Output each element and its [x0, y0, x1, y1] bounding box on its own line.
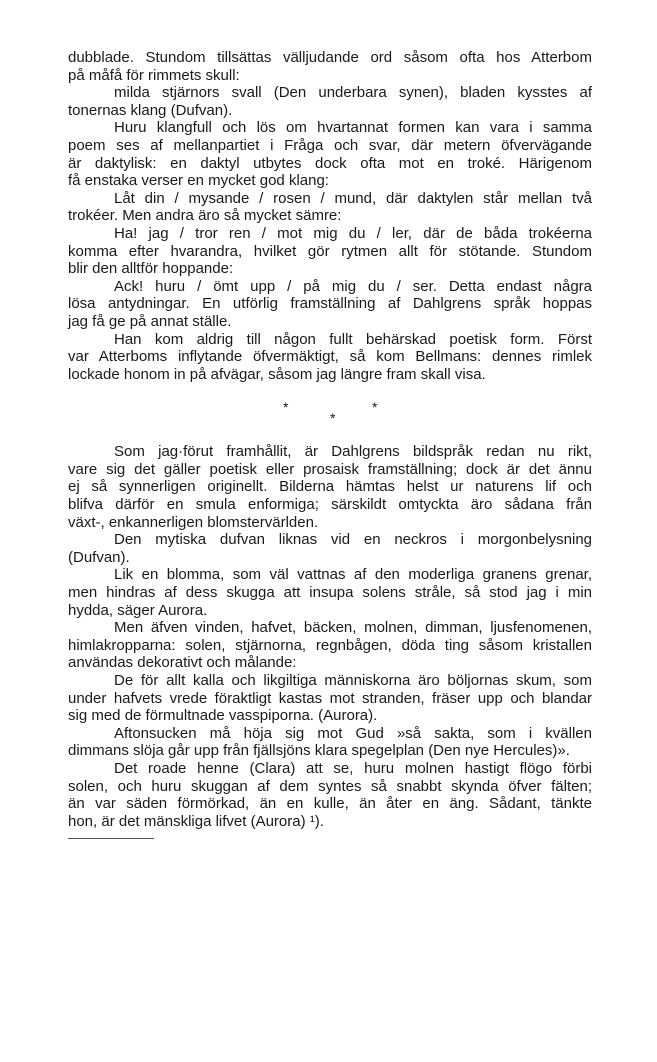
text-line: Aftonsucken må höja sig mot Gud »så sakta, som i kvällen [114, 724, 592, 742]
text-line: Låt din / mysande / rosen / mund, där daktylen står mellan två [114, 189, 592, 207]
text-line: än var säden förmörkad, än en kulle, än åter en äng. Sådant, tänkte [68, 795, 592, 813]
text-section-2 [68, 443, 592, 830]
text-line: jag få ge på annat ställe. [68, 312, 232, 330]
text-line: trokéer. Men andra äro så mycket sämre: [68, 207, 342, 225]
text-line: få enstaka verser en mycket god klang: [68, 172, 329, 190]
text-line: himlakropparna: solen, stjärnorna, regnbågen, döda ting såsom kristallen [68, 636, 592, 654]
text-line: Ack! huru / ömt upp / på mig du / ser. Detta endast några [114, 277, 592, 295]
text-line: solen, och huru skuggan af dem syntes så snabbt skynda öfver fälten; [68, 777, 592, 795]
text-line: var Atterboms inflytande öfvermäktigt, så kom Bellmans: dennes rimlek [68, 348, 592, 366]
text-line: men hindras af dess skugga att insupa solens stråle, så stod jag i min [68, 584, 592, 602]
text-line: på måfå för rimmets skull: [68, 66, 240, 84]
text-line: blifva därför en smula enformiga; särskildt omtyckta äro sådana från [68, 496, 592, 514]
text-section-1 [68, 49, 592, 383]
text-line: Den mytiska dufvan liknas vid en neckros i morgonbelysning [114, 531, 592, 549]
text-line: ej så synnerligen originellt. Bilderna hämtas helst ur naturens lif och [68, 478, 592, 496]
text-line: blir den alltför hoppande: [68, 260, 234, 278]
text-line: hydda, säger Aurora. [68, 601, 208, 619]
text-line: användas dekorativt och målande: [68, 654, 297, 672]
text-line: är daktylisk: en daktyl utbytes dock ofta mot en troké. Härigenom [68, 154, 592, 172]
text-line: De för allt kalla och likgiltiga människorna äro böljornas skum, som [114, 672, 592, 689]
separator-star: * [372, 399, 378, 416]
text-line: växt-, enkannerligen blomstervärlden. [68, 513, 319, 531]
text-line: komma efter hvarandra, hvilket gör rytmen allt för stötande. Stundom [68, 242, 592, 260]
text-line: Det roade henne (Clara) att se, huru molnen hastigt flögo förbi [114, 759, 592, 777]
text-line: milda stjärnors svall (Den underbara synen), bladen kysstes af [114, 84, 592, 102]
text-line: Men äfven vinden, hafvet, bäcken, molnen, dimman, ljusfenomenen, [114, 619, 592, 637]
text-line: lockade honom in på afvägar, såsom jag längre fram skall visa. [68, 365, 486, 383]
text-line: dubblade. Stundom tillsättas välljudande ord såsom ofta hos Atterbom [68, 49, 592, 66]
text-line: lösa antydningar. En utförlig framställning af Dahlgrens språk hoppas [68, 295, 592, 313]
text-line: vare sig det gäller poetisk eller prosaisk framställning; dock är det ännu [68, 460, 592, 478]
text-line: (Dufvan). [68, 548, 130, 566]
text-line: poem ses af mellanpartiet i Fråga och svar, där metern öfvervägande [68, 136, 592, 154]
text-line: under hafvets vrede föraktligt kastas mot stranden, fräser upp och blandar [68, 689, 592, 707]
text-line: Han kom aldrig till någon fullt behärskad poetisk form. Först [114, 330, 592, 348]
text-line: Ha! jag / tror ren / mot mig du / ler, där de båda trokéerna [114, 224, 592, 242]
text-line: hon, är det mänskliga lifvet (Aurora) ¹). [68, 812, 324, 830]
separator-star: * [330, 410, 336, 427]
separator-star: * [283, 399, 289, 416]
text-line: Lik en blomma, som väl vattnas af den moderliga granens grenar, [114, 566, 592, 584]
text-line: dimmans slöja går upp från fjällsjöns klara spegelplan (Den nye Hercules)». [68, 742, 570, 760]
text-line: sig med de förmultnade vasspiporna. (Aurora). [68, 707, 378, 725]
page-body [68, 49, 592, 830]
section-separator [68, 383, 592, 443]
footnote-rule [68, 838, 154, 839]
text-line: Som jag·förut framhållit, är Dahlgrens bildspråk redan nu rikt, [114, 443, 592, 461]
text-line: tonernas klang (Dufvan). [68, 101, 233, 119]
text-line: Huru klangfull och lös om hvartannat formen kan vara i samma [114, 119, 592, 137]
